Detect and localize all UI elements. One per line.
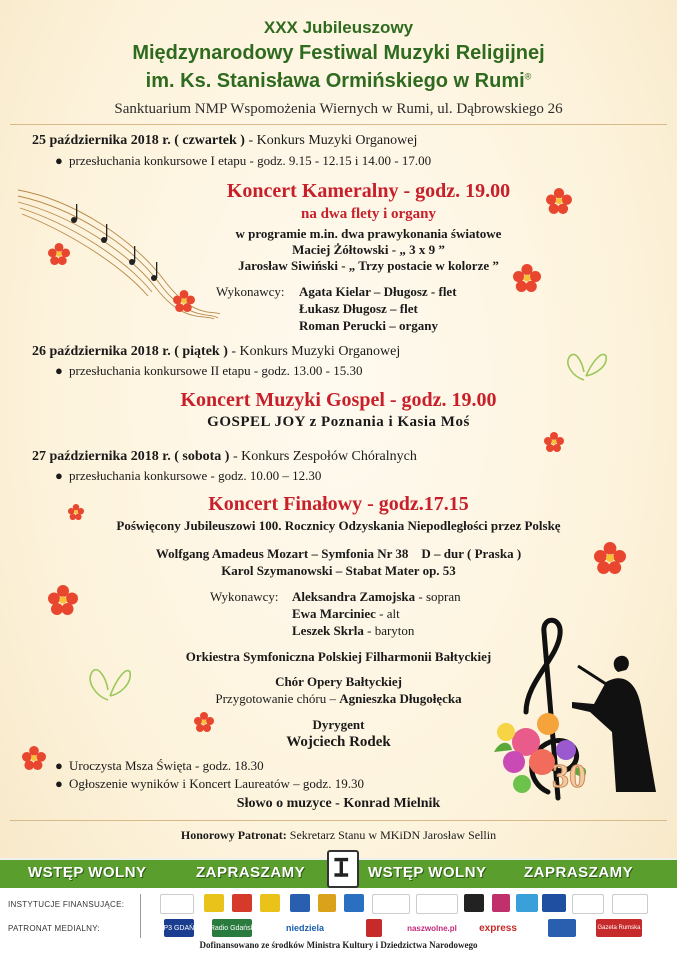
flower-decoration xyxy=(48,243,70,265)
concert1-performer: Łukasz Długosz – flet xyxy=(299,301,418,316)
banner-text: ZAPRASZAMY xyxy=(524,864,634,881)
concert3-performers-label: Wykonawcy: xyxy=(210,589,279,604)
coat-of-arms-icon xyxy=(344,894,364,912)
day3-line xyxy=(32,449,417,465)
flower-decoration xyxy=(68,504,84,520)
media-label: PATRONAT MEDIALNY: xyxy=(8,924,100,933)
flower-decoration xyxy=(194,712,214,732)
closing-bullet-text: Ogłoszenie wyników i Koncert Laureatów – godz. 19.30 xyxy=(69,776,364,791)
choir-prep-label: Przygotowanie chóru – xyxy=(215,691,340,706)
performer-name: Aleksandra Zamojska xyxy=(292,589,416,604)
sponsor-logo-icon xyxy=(366,919,382,937)
flower-decoration xyxy=(594,542,626,574)
banner-text: WSTĘP WOLNY xyxy=(28,864,147,881)
coat-of-arms-icon xyxy=(318,894,336,912)
coat-of-arms-icon xyxy=(260,894,280,912)
patron-text: Sekretarz Stanu w MKiDN Jarosław Sellin xyxy=(286,828,497,842)
sponsor-logo-icon xyxy=(416,894,458,914)
flower-decoration xyxy=(48,585,78,615)
bullet-dot: ● xyxy=(55,776,63,791)
patron-name-text: im. Ks. Stanisława Ormińskiego w Rumi xyxy=(145,70,525,92)
sponsor-logo-icon xyxy=(612,894,648,914)
media-logo: express xyxy=(472,919,524,937)
festival-name: Międzynarodowy Festiwal Muzyki Religijnej xyxy=(132,42,545,64)
festival-patron-name xyxy=(0,70,677,93)
concert3-performer xyxy=(292,606,400,622)
concert1-performer: Roman Perucki – organy xyxy=(299,318,439,333)
coat-of-arms-icon xyxy=(204,894,224,912)
flower-decoration xyxy=(513,264,541,292)
day2-weekday: ( piątek ) xyxy=(170,344,228,359)
day2-event: - Konkurs Muzyki Organowej xyxy=(227,344,401,359)
sanctuary-logo-icon xyxy=(327,850,359,888)
day1-bullet xyxy=(55,153,431,169)
concert1-work1: Maciej Żółtowski - „ 3 x 9 ” xyxy=(292,242,445,257)
orchestra: Orkiestra Symfoniczna Polskiej Filharmonii Bałtyckiej xyxy=(185,649,492,664)
closing-bullet xyxy=(55,776,364,792)
bullet-dot: ● xyxy=(55,758,63,773)
coat-of-arms-icon xyxy=(290,894,310,912)
anniversary-number: 30 xyxy=(552,758,586,795)
performer-name: Leszek Skrla xyxy=(292,623,364,638)
sponsor-logo-icon xyxy=(548,919,576,937)
concert1-title: Koncert Kameralny - godz. 19.00 xyxy=(226,180,511,202)
performer-role: - alt xyxy=(375,606,400,621)
day3-date: 27 października 2018 r. xyxy=(32,449,171,464)
concert3-title: Koncert Finałowy - godz.17.15 xyxy=(208,493,469,515)
ministry-logo-icon xyxy=(160,894,194,914)
concert1-subtitle: na dwa flety i organy xyxy=(301,206,436,222)
concert1-work2: Jarosław Siwiński - „ Trzy postacie w kolorze ” xyxy=(238,258,499,273)
day1-line xyxy=(32,133,417,149)
day3-bullet xyxy=(55,468,321,484)
concert3-performer xyxy=(292,623,414,639)
day2-line xyxy=(32,344,400,360)
media-logo: niedziela xyxy=(282,919,328,937)
concert2-subtitle: GOSPEL JOY z Poznania i Kasia Moś xyxy=(207,414,470,430)
skm-logo-icon xyxy=(542,894,566,912)
day2-date: 26 października 2018 r. xyxy=(32,344,171,359)
closing-talk: Słowo o muzyce - Konrad Mielnik xyxy=(236,796,441,811)
divider xyxy=(140,894,141,938)
day2-bullet-text: przesłuchania konkursowe II etapu - godz. 13.00 - 15.30 xyxy=(69,363,363,378)
sponsor-logo-icon xyxy=(464,894,484,912)
sponsor-logo-icon xyxy=(572,894,604,914)
butterfly-decoration xyxy=(562,346,608,386)
media-logo: Gazeta Rumska xyxy=(596,919,642,937)
concert3-performer xyxy=(292,589,461,605)
divider xyxy=(10,820,667,821)
festival-edition: XXX Jubileuszowy xyxy=(263,18,414,37)
flower-decoration xyxy=(544,432,564,452)
concert1-program: w programie m.in. dwa prawykonania światowe xyxy=(235,226,502,241)
performer-role: - sopran xyxy=(415,589,461,604)
bullet-dot: ● xyxy=(55,363,63,378)
conductor-name: Wojciech Rodek xyxy=(286,734,391,750)
performer-name: Ewa Marciniec xyxy=(292,606,376,621)
concert3-work1: Wolfgang Amadeus Mozart – Symfonia Nr 38 D – dur ( Praska ) xyxy=(155,546,522,561)
bullet-dot: ● xyxy=(55,153,63,168)
coat-of-arms-icon xyxy=(232,894,252,912)
sponsor-logo-icon xyxy=(492,894,510,912)
day3-bullet-text: przesłuchania konkursowe - godz. 10.00 – 12.30 xyxy=(69,468,322,483)
concert1-performer: Agata Kielar – Długosz - flet xyxy=(299,284,457,299)
concert3-work2: Karol Szymanowski – Stabat Mater op. 53 xyxy=(221,563,456,578)
choir-prep-name: Agnieszka Długołęcka xyxy=(339,691,462,706)
flower-decoration xyxy=(22,746,46,770)
flower-decoration xyxy=(546,188,572,214)
funding-note: Dofinansowano ze środków Ministra Kultury i Dziedzictwa Narodowego xyxy=(199,940,478,950)
day2-bullet xyxy=(55,363,363,379)
bullet-dot: ● xyxy=(55,468,63,483)
flower-decoration xyxy=(173,290,195,312)
day1-event: - Konkurs Muzyki Organowej xyxy=(244,133,418,148)
banner-text: ZAPRASZAMY xyxy=(196,864,306,881)
day3-event: - Konkurs Zespołów Chóralnych xyxy=(229,449,417,464)
day1-date: 25 października 2018 r. xyxy=(32,133,171,148)
conductor-clef-decoration xyxy=(486,612,666,812)
media-logo: Radio Gdańsk xyxy=(212,919,252,937)
concert3-dedication: Poświęcony Jubileuszowi 100. Rocznicy Odzyskania Niepodległości przez Polskę xyxy=(116,518,561,533)
banner-text: WSTĘP WOLNY xyxy=(368,864,487,881)
venue-address: Sanktuarium NMP Wspomożenia Wiernych w Rumi, ul. Dąbrowskiego 26 xyxy=(114,101,563,117)
concert2-title: Koncert Muzyki Gospel - godz. 19.00 xyxy=(180,389,497,411)
day3-weekday: ( sobota ) xyxy=(170,449,230,464)
choir: Chór Opery Bałtyckiej xyxy=(275,674,402,689)
butterfly-decoration xyxy=(84,660,132,706)
divider xyxy=(10,124,667,125)
concert1-performers-label: Wykonawcy: xyxy=(216,284,285,299)
media-logo: TVP3 GDAŃSK xyxy=(164,919,194,937)
patron-label: Honorowy Patronat: xyxy=(180,828,287,842)
day1-bullet-text: przesłuchania konkursowe I etapu - godz. 9.15 - 12.15 i 14.00 - 17.00 xyxy=(69,153,432,168)
conductor-label: Dyrygent xyxy=(312,717,365,732)
media-logo: naszwolne.pl xyxy=(406,919,458,937)
sponsor-logo-icon xyxy=(372,894,410,914)
honorary-patronage xyxy=(0,828,677,843)
day1-weekday: ( czwartek ) xyxy=(170,133,245,148)
closing-bullet xyxy=(55,758,264,774)
performer-role: - baryton xyxy=(363,623,415,638)
closing-bullet-text: Uroczysta Msza Święta - godz. 18.30 xyxy=(69,758,264,773)
financing-label: INSTYTUCJE FINANSUJĄCE: xyxy=(8,900,125,909)
sponsor-logo-icon xyxy=(516,894,538,912)
registered-mark: ® xyxy=(524,71,532,82)
